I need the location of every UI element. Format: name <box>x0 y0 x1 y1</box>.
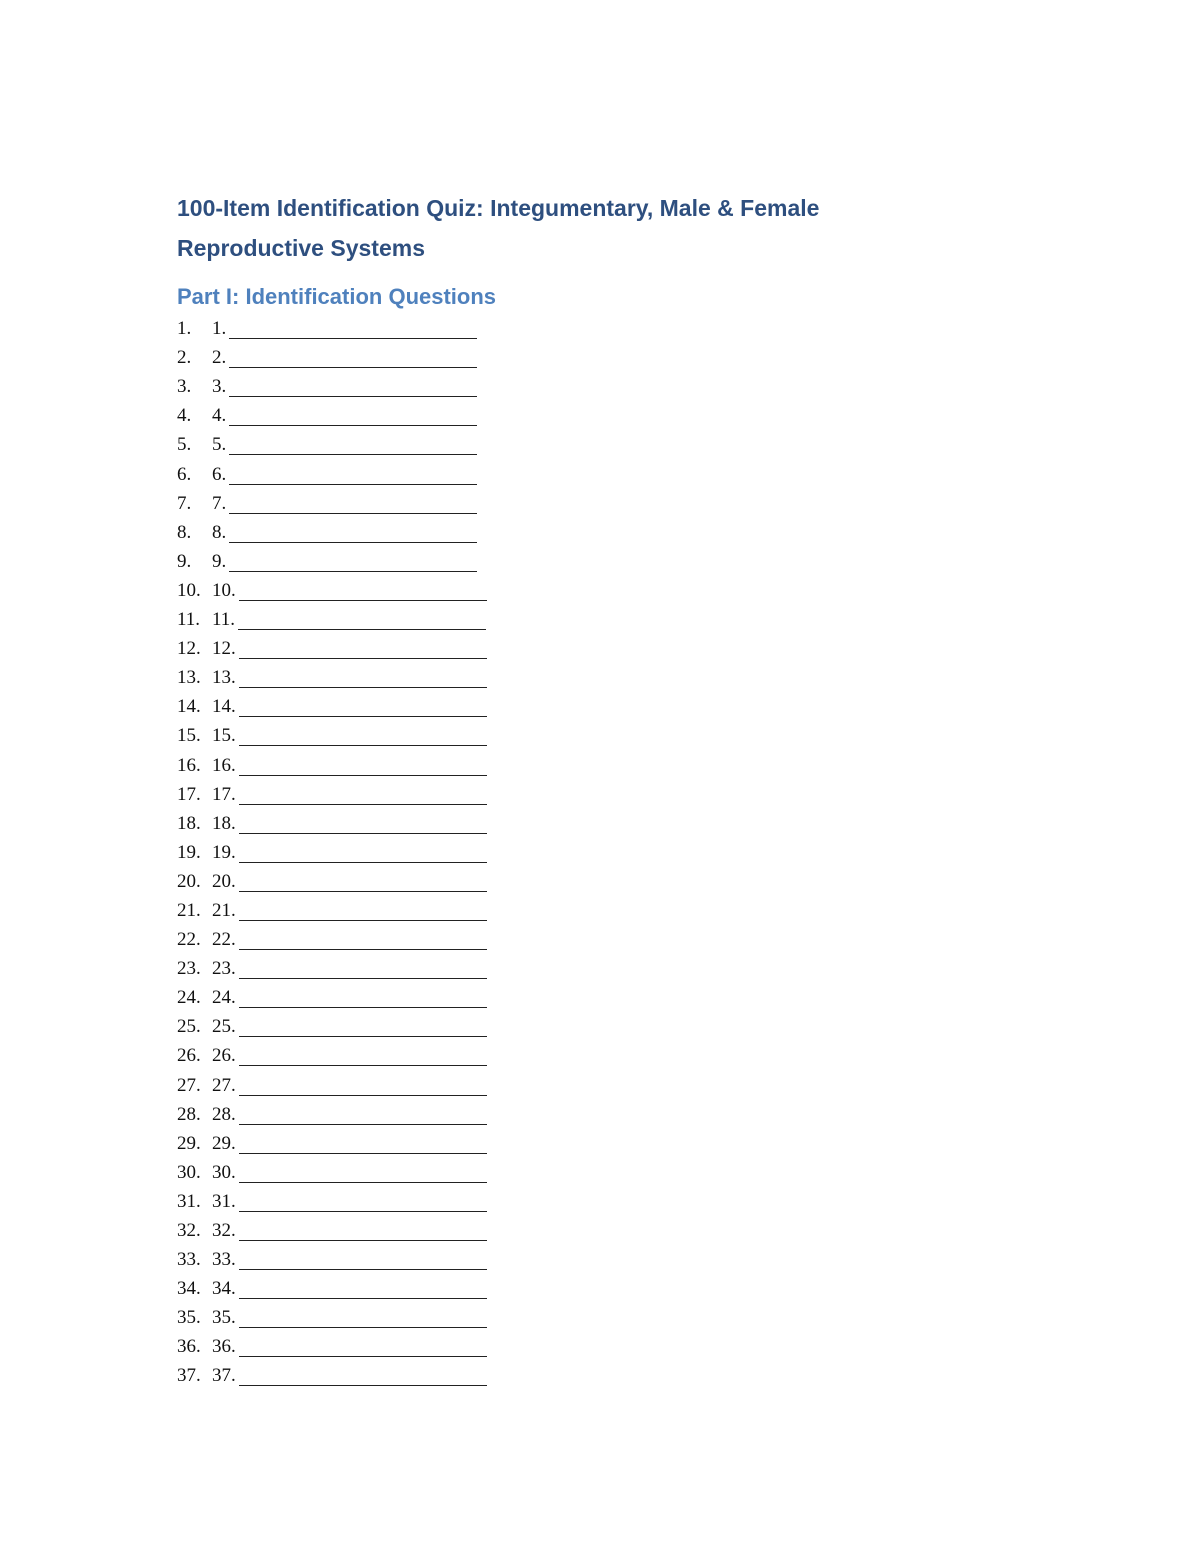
question-item <box>177 1100 1027 1129</box>
answer-blank-line[interactable] <box>239 813 487 834</box>
question-item <box>177 634 1027 663</box>
answer-blank-line[interactable] <box>239 987 487 1008</box>
answer-blank-line[interactable] <box>239 1104 487 1125</box>
question-list-number: 14. <box>177 696 201 718</box>
question-number: 1. <box>212 318 227 340</box>
question-list-number: 3. <box>177 376 192 398</box>
question-item <box>177 867 1027 896</box>
question-item <box>177 1041 1027 1070</box>
question-list-number: 35. <box>177 1307 201 1329</box>
question-number: 17. <box>212 783 236 805</box>
question-list-number: 8. <box>177 521 192 543</box>
answer-blank-line[interactable] <box>229 347 477 368</box>
question-item <box>177 692 1027 721</box>
question-number: 18. <box>212 812 236 834</box>
answer-blank-line[interactable] <box>229 405 477 426</box>
answer-blank-line[interactable] <box>229 376 477 397</box>
question-list-number: 23. <box>177 958 201 980</box>
question-item <box>177 809 1027 838</box>
question-list-number: 26. <box>177 1045 201 1067</box>
question-list-number: 27. <box>177 1074 201 1096</box>
question-list-number: 37. <box>177 1365 201 1387</box>
question-list-number: 1. <box>177 318 192 340</box>
question-list-number: 4. <box>177 405 192 427</box>
answer-blank-line[interactable] <box>239 696 487 717</box>
question-list-number: 25. <box>177 1016 201 1038</box>
document-title <box>177 188 1027 268</box>
question-item <box>177 663 1027 692</box>
question-item <box>177 896 1027 925</box>
question-list-number: 13. <box>177 667 201 689</box>
question-number: 11. <box>212 609 236 631</box>
question-number: 23. <box>212 958 236 980</box>
question-number: 19. <box>212 841 236 863</box>
part-heading: Part I: Identification Questions <box>177 284 497 309</box>
question-item <box>177 1070 1027 1099</box>
document-content <box>177 188 1027 1390</box>
question-list-number: 33. <box>177 1249 201 1271</box>
question-number: 16. <box>212 754 236 776</box>
question-item <box>177 1216 1027 1245</box>
question-number: 15. <box>212 725 236 747</box>
question-item <box>177 430 1027 459</box>
answer-blank-line[interactable] <box>239 1191 487 1212</box>
question-number: 26. <box>212 1045 236 1067</box>
question-number: 5. <box>212 434 227 456</box>
question-number: 29. <box>212 1132 236 1154</box>
question-list-number: 36. <box>177 1336 201 1358</box>
question-list-number: 17. <box>177 783 201 805</box>
answer-blank-line[interactable] <box>239 900 487 921</box>
question-number: 3. <box>212 376 227 398</box>
answer-blank-line[interactable] <box>229 318 477 339</box>
answer-blank-line[interactable] <box>239 1133 487 1154</box>
answer-blank-line[interactable] <box>239 1162 487 1183</box>
answer-blank-line[interactable] <box>229 522 477 543</box>
document-title-line-1: 100-Item Identification Quiz: Integumentary, Male & Female <box>177 195 820 221</box>
question-number: 8. <box>212 521 227 543</box>
question-list-number: 31. <box>177 1190 201 1212</box>
question-item <box>177 518 1027 547</box>
question-item <box>177 605 1027 634</box>
question-item <box>177 1274 1027 1303</box>
question-item <box>177 1158 1027 1187</box>
answer-blank-line[interactable] <box>239 842 487 863</box>
question-list-number: 20. <box>177 870 201 892</box>
answer-blank-line[interactable] <box>239 580 487 601</box>
answer-blank-line[interactable] <box>229 493 477 514</box>
question-list-number: 6. <box>177 463 192 485</box>
question-number: 14. <box>212 696 236 718</box>
question-number: 4. <box>212 405 227 427</box>
question-list-number: 7. <box>177 492 192 514</box>
question-list-number: 19. <box>177 841 201 863</box>
question-list-number: 34. <box>177 1278 201 1300</box>
question-list-number: 12. <box>177 638 201 660</box>
answer-blank-line[interactable] <box>239 1365 487 1386</box>
question-item <box>177 1245 1027 1274</box>
question-item <box>177 1012 1027 1041</box>
question-number: 34. <box>212 1278 236 1300</box>
question-number: 30. <box>212 1161 236 1183</box>
question-list <box>177 314 1027 1390</box>
answer-blank-line[interactable] <box>239 725 487 746</box>
answer-blank-line[interactable] <box>239 1278 487 1299</box>
question-item <box>177 838 1027 867</box>
question-list-number: 22. <box>177 929 201 951</box>
question-number: 36. <box>212 1336 236 1358</box>
answer-blank-line[interactable] <box>239 958 487 979</box>
question-number: 7. <box>212 492 227 514</box>
question-item <box>177 925 1027 954</box>
question-item <box>177 547 1027 576</box>
answer-blank-line[interactable] <box>239 784 487 805</box>
question-item <box>177 954 1027 983</box>
answer-blank-line[interactable] <box>239 871 487 892</box>
question-item <box>177 983 1027 1012</box>
question-number: 2. <box>212 347 227 369</box>
question-list-number: 11. <box>177 609 201 631</box>
question-list-number: 2. <box>177 347 192 369</box>
question-item <box>177 576 1027 605</box>
answer-blank-line[interactable] <box>229 464 477 485</box>
question-number: 37. <box>212 1365 236 1387</box>
question-item <box>177 1303 1027 1332</box>
question-item <box>177 1361 1027 1390</box>
question-item <box>177 372 1027 401</box>
question-list-number: 21. <box>177 899 201 921</box>
question-number: 13. <box>212 667 236 689</box>
answer-blank-line[interactable] <box>239 929 487 950</box>
question-item <box>177 401 1027 430</box>
question-item <box>177 489 1027 518</box>
question-list-number: 5. <box>177 434 192 456</box>
answer-blank-line[interactable] <box>239 667 487 688</box>
answer-blank-line[interactable] <box>239 638 487 659</box>
question-number: 10. <box>212 579 236 601</box>
answer-blank-line[interactable] <box>239 1249 487 1270</box>
question-list-number: 24. <box>177 987 201 1009</box>
question-item <box>177 721 1027 750</box>
question-list-number: 30. <box>177 1161 201 1183</box>
answer-blank-line[interactable] <box>239 1307 487 1328</box>
answer-blank-line[interactable] <box>239 1220 487 1241</box>
question-item <box>177 314 1027 343</box>
question-number: 24. <box>212 987 236 1009</box>
question-number: 22. <box>212 929 236 951</box>
question-number: 31. <box>212 1190 236 1212</box>
document-title-line-2: Reproductive Systems <box>177 235 425 261</box>
question-list-number: 28. <box>177 1103 201 1125</box>
question-list-number: 9. <box>177 550 192 572</box>
answer-blank-line[interactable] <box>239 1016 487 1037</box>
question-number: 21. <box>212 899 236 921</box>
question-list-number: 10. <box>177 579 201 601</box>
question-item <box>177 1332 1027 1361</box>
question-list-number: 16. <box>177 754 201 776</box>
question-number: 6. <box>212 463 227 485</box>
answer-blank-line[interactable] <box>239 1336 487 1357</box>
question-number: 35. <box>212 1307 236 1329</box>
question-list-number: 32. <box>177 1220 201 1241</box>
question-number: 25. <box>212 1016 236 1038</box>
answer-blank-line[interactable] <box>238 609 486 630</box>
question-item <box>177 1129 1027 1158</box>
question-number: 12. <box>212 638 236 660</box>
question-item <box>177 459 1027 488</box>
question-item <box>177 750 1027 779</box>
answer-blank-line[interactable] <box>229 551 477 572</box>
question-list-number: 29. <box>177 1132 201 1154</box>
question-number: 28. <box>212 1103 236 1125</box>
question-number: 32. <box>212 1220 236 1241</box>
question-item <box>177 343 1027 372</box>
question-list-number: 18. <box>177 812 201 834</box>
question-number: 33. <box>212 1249 236 1271</box>
question-number: 27. <box>212 1074 236 1096</box>
answer-blank-line[interactable] <box>239 755 487 776</box>
question-number: 9. <box>212 550 227 572</box>
answer-blank-line[interactable] <box>229 434 477 455</box>
question-number: 20. <box>212 870 236 892</box>
answer-blank-line[interactable] <box>239 1045 487 1066</box>
question-list-number: 15. <box>177 725 201 747</box>
question-item <box>177 1187 1027 1216</box>
answer-blank-line[interactable] <box>239 1075 487 1096</box>
question-item <box>177 780 1027 809</box>
